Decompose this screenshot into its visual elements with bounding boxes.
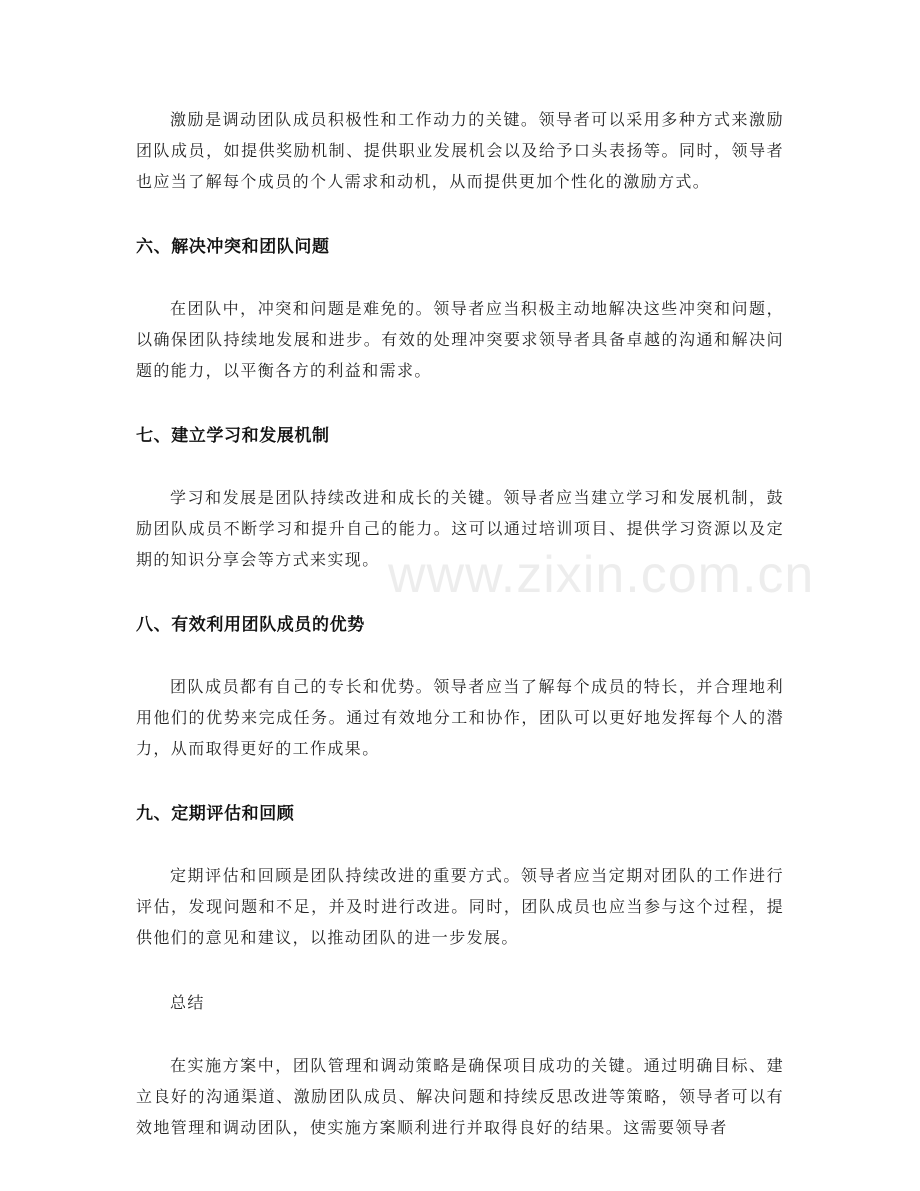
paragraph-resolve-conflicts: 在团队中，冲突和问题是难免的。领导者应当积极主动地解决这些冲突和问题，以确保团队持续地发展和进步。有效的处理冲突要求领导者具备卓越的沟通和解决问题的能力，以平衡各方的利益和需求。	[136, 299, 784, 380]
watermark: www.zixin.com.cn	[388, 546, 815, 604]
paragraph-periodic-review: 定期评估和回顾是团队持续改进的重要方式。领导者应当定期对团队的工作进行评估，发现问题和不足，并及时进行改进。同时，团队成员也应当参与这个过程，提供他们的意见和建议，以推动团队的进一步发展。	[136, 866, 784, 947]
heading-resolve-conflicts: 六、解决冲突和团队问题	[136, 237, 330, 257]
heading-learning-mechanism: 七、建立学习和发展机制	[136, 426, 330, 446]
heading-periodic-review: 九、定期评估和回顾	[136, 804, 295, 824]
paragraph-member-strengths: 团队成员都有自己的专长和优势。领导者应当了解每个成员的特长，并合理地利用他们的优势来完成任务。通过有效地分工和协作，团队可以更好地发挥每个人的潜力，从而取得更好的工作成果。	[136, 677, 784, 758]
heading-member-strengths: 八、有效利用团队成员的优势	[136, 615, 365, 635]
paragraph-summary: 在实施方案中，团队管理和调动策略是确保项目成功的关键。通过明确目标、建立良好的沟通渠道、激励团队成员、解决问题和持续反思改进等策略，领导者可以有效地管理和调动团队，使实施方案顺利进行并取得良好的结果。这需要领导者	[136, 1056, 784, 1137]
paragraph-learning-mechanism: 学习和发展是团队持续改进和成长的关键。领导者应当建立学习和发展机制，鼓励团队成员不断学习和提升自己的能力。这可以通过培训项目、提供学习资源以及定期的知识分享会等方式来实现。	[136, 488, 784, 569]
paragraph-motivation: 激励是调动团队成员积极性和工作动力的关键。领导者可以采用多种方式来激励团队成员，如提供奖励机制、提供职业发展机会以及给予口头表扬等。同时，领导者也应当了解每个成员的个人需求和动机，从而提供更加个性化的激励方式。	[136, 110, 784, 191]
document-body	[136, 104, 784, 1180]
summary-label: 总结	[170, 993, 205, 1012]
